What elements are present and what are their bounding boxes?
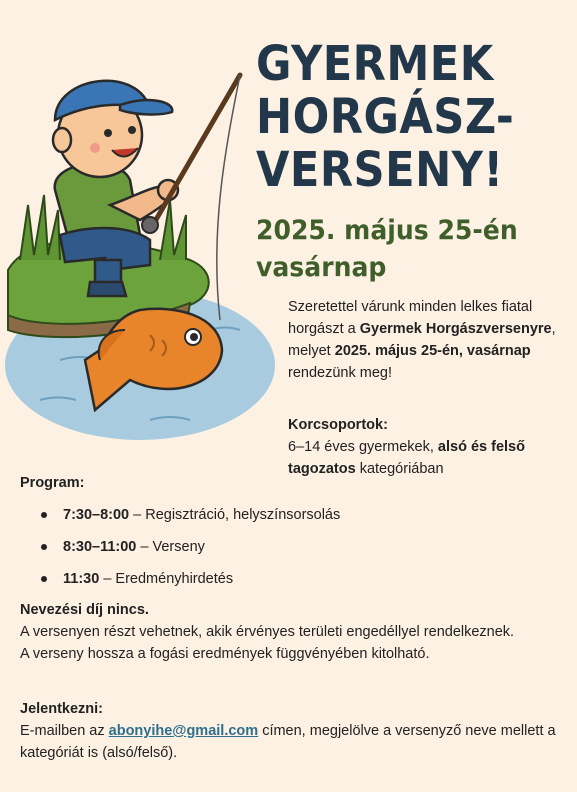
bullet-icon	[41, 576, 47, 582]
program-text: – Regisztráció, helyszínsorsolás	[129, 507, 341, 523]
fee-line: A versenyen részt vehetnek, akik érvényes területi engedéllyel rendelkeznek.	[20, 624, 515, 640]
intro-bold: Gyermek Horgászversenyre	[359, 321, 552, 337]
title-line: GYERMEK	[256, 36, 494, 92]
intro-text: , melyet	[288, 321, 556, 359]
list-item	[20, 568, 560, 600]
program-time: 7:30–8:00	[63, 507, 130, 523]
program-list	[20, 504, 560, 600]
fee-section	[20, 599, 565, 665]
apply-heading: Jelentkezni:	[20, 701, 103, 717]
program-text: – Eredményhirdetés	[99, 571, 234, 587]
apply-text-part: címen, megjelölve a versenyző neve mellett a kategóriát is (alsó/felső).	[20, 723, 556, 761]
boy-fishing-illustration	[0, 30, 290, 450]
bullet-icon	[41, 544, 47, 550]
title-line: HORGÁSZ-	[256, 89, 515, 145]
groups-text: 6–14 éves gyermekek,	[288, 439, 438, 455]
program-time: 8:30–11:00	[63, 539, 137, 555]
title-line: VERSENY!	[256, 142, 504, 198]
apply-text-part: E-mailben az	[20, 723, 109, 739]
intro-text: Szeretettel várunk minden lelkes fiatal horgászt a	[288, 299, 533, 337]
program-text: – Verseny	[136, 539, 205, 555]
groups-bold: alsó és felső tagozatos	[288, 439, 525, 477]
bullet-icon	[41, 512, 47, 518]
date-line: vasárnap	[256, 252, 387, 283]
intro-bold: 2025. május 25-én, vasárnap	[334, 343, 531, 359]
page-title	[256, 38, 544, 197]
date-line: 2025. május 25-én	[256, 215, 518, 246]
program-heading: Program:	[20, 475, 85, 491]
list-item	[20, 504, 560, 536]
fee-line: A verseny hossza a fogási eredmények függvényében kitolható.	[20, 646, 430, 662]
age-groups	[288, 414, 568, 480]
groups-text: kategóriában	[355, 461, 444, 477]
intro-text: rendezünk meg!	[288, 365, 392, 381]
program-time: 11:30	[63, 571, 100, 587]
apply-section	[20, 698, 565, 764]
email-link[interactable]: abonyihe@gmail.com	[108, 723, 259, 739]
apply-text	[20, 720, 565, 764]
event-date	[256, 212, 552, 286]
program-section	[20, 472, 560, 600]
intro-paragraph	[288, 296, 558, 384]
age-groups-heading: Korcsoportok:	[288, 417, 388, 433]
list-item	[20, 536, 560, 568]
fee-heading: Nevezési díj nincs.	[20, 602, 149, 618]
